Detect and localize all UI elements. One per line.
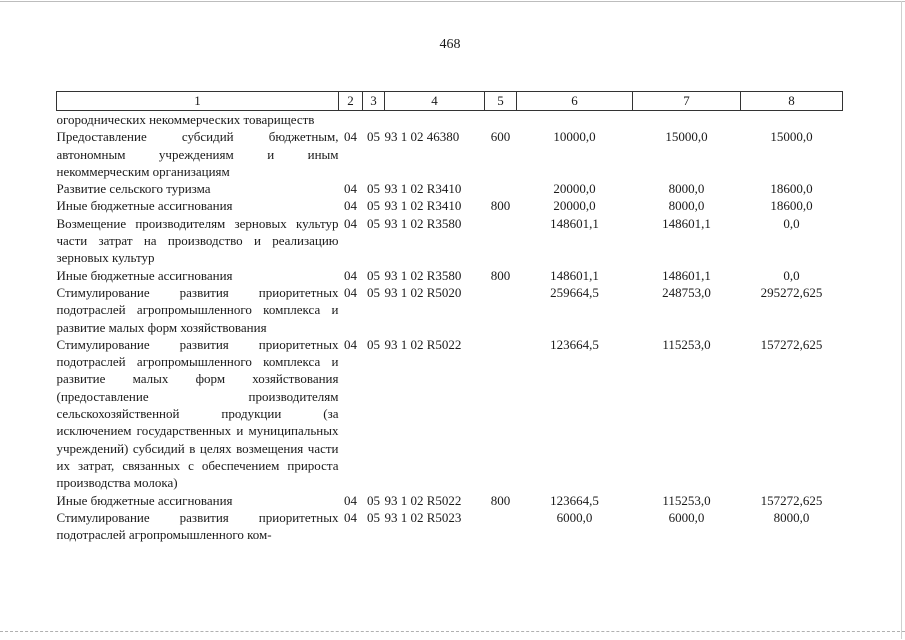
row-value-col6: 259664,5: [550, 284, 599, 300]
row-subsection: 05: [367, 509, 380, 525]
row-expense-type: 800: [490, 198, 511, 214]
row-value-col7: 115253,0: [662, 336, 711, 352]
row-value-col6: 10000,0: [553, 129, 596, 145]
page-edge-right: [901, 1, 902, 639]
row-name: Возмещение производителям зерновых культур части затрат на производство и реализацию зерновых культур: [56, 215, 339, 266]
row-value-col6: [517, 111, 633, 129]
row-subsection: 05: [367, 492, 380, 508]
row-name: Стимулирование развития приоритетных подотраслей агропромышленного ком-: [56, 509, 339, 543]
row-target-article: 93 1 02 R3410: [384, 198, 462, 214]
table-row: [57, 267, 843, 284]
page-edge-top: [0, 1, 905, 2]
row-name: Иные бюджетные ассигнования: [56, 198, 233, 214]
header-col-3: 3: [363, 92, 385, 111]
row-target-article: 93 1 02 R5022: [384, 492, 462, 508]
header-col-5: 5: [485, 92, 517, 111]
table-header: [57, 92, 843, 111]
row-section: 04: [344, 129, 357, 145]
row-value-col8: 15000,0: [770, 129, 813, 145]
row-section: 04: [344, 181, 357, 197]
table-body: [57, 111, 843, 544]
row-expense-type: [485, 284, 517, 336]
row-value-col7: 148601,1: [662, 267, 711, 283]
row-expense-type: 800: [490, 267, 511, 283]
row-subsection: 05: [367, 215, 380, 231]
row-target-article: 93 1 02 R3410: [384, 181, 462, 197]
row-value-col8: 0,0: [783, 267, 800, 283]
row-target-article: 93 1 02 R3580: [384, 215, 462, 231]
row-subsection: 05: [367, 267, 380, 283]
row-value-col6: 123664,5: [550, 336, 599, 352]
header-col-1: 1: [57, 92, 339, 111]
row-subsection: 05: [367, 129, 380, 145]
row-value-col6: 148601,1: [550, 215, 599, 231]
row-target-article: 93 1 02 R5022: [384, 336, 462, 352]
row-expense-type: 800: [490, 492, 511, 508]
row-section: 04: [344, 267, 357, 283]
row-value-col8: 18600,0: [770, 198, 813, 214]
row-target-article: 93 1 02 R3580: [384, 267, 462, 283]
row-subsection: [363, 111, 385, 129]
row-name: Стимулирование развития приоритетных подотраслей агропромышленного комплекса и развитие малых форм хозяйствования: [56, 284, 339, 335]
row-section: 04: [344, 492, 357, 508]
row-value-col8: 157272,625: [760, 492, 823, 508]
row-name: Развитие сельского туризма: [56, 181, 211, 197]
row-value-col8: 0,0: [783, 215, 800, 231]
table-row: [57, 128, 843, 180]
row-value-col8: 157272,625: [760, 336, 823, 352]
row-expense-type: [485, 336, 517, 492]
table-row: [57, 284, 843, 336]
row-section: 04: [344, 198, 357, 214]
row-value-col7: 8000,0: [668, 198, 705, 214]
row-subsection: 05: [367, 336, 380, 352]
header-col-7: 7: [633, 92, 741, 111]
page-number: 468: [439, 37, 461, 52]
row-subsection: 05: [367, 284, 380, 300]
row-target-article: [385, 111, 485, 129]
page-edge-bottom: [0, 631, 905, 632]
row-section: 04: [344, 284, 357, 300]
row-value-col6: 20000,0: [553, 181, 596, 197]
table-row: [57, 180, 843, 197]
row-expense-type: 600: [490, 129, 511, 145]
row-value-col6: 20000,0: [553, 198, 596, 214]
row-section: [339, 111, 363, 129]
row-value-col7: 6000,0: [668, 509, 705, 525]
row-value-col8: 18600,0: [770, 181, 813, 197]
row-name: Стимулирование развития приоритетных подотраслей агропромышленного комплекса и развитие малых форм хозяйствования (предоставление производителям сельскохозяйственной продукции (за исключением государственных и муниципальных учреждений) субсидий в целях возмещения части их затрат, связанных с обеспечением прироста производства молока): [56, 336, 339, 491]
row-value-col7: 8000,0: [668, 181, 705, 197]
header-col-4: 4: [385, 92, 485, 111]
row-value-col7: 148601,1: [662, 215, 711, 231]
header-row: [57, 92, 843, 111]
row-value-col8: [741, 111, 843, 129]
header-col-6: 6: [517, 92, 633, 111]
table-row: [57, 111, 843, 129]
row-expense-type: [485, 111, 517, 129]
table-row: [57, 215, 843, 267]
row-value-col7: 248753,0: [662, 284, 711, 300]
table-row: [57, 509, 843, 544]
row-expense-type: [485, 215, 517, 267]
row-section: 04: [344, 509, 357, 525]
row-value-col7: [633, 111, 741, 129]
row-name: Иные бюджетные ассигнования: [56, 492, 233, 508]
row-value-col7: 115253,0: [662, 492, 711, 508]
row-subsection: 05: [367, 198, 380, 214]
row-expense-type: [485, 509, 517, 544]
row-target-article: 93 1 02 R5020: [384, 284, 462, 300]
table-row: [57, 336, 843, 492]
row-value-col6: 123664,5: [550, 492, 599, 508]
row-value-col6: 148601,1: [550, 267, 599, 283]
row-section: 04: [344, 336, 357, 352]
row-name: огороднических некоммерческих товариществ: [56, 112, 315, 127]
row-section: 04: [344, 215, 357, 231]
row-value-col8: 295272,625: [760, 284, 823, 300]
row-value-col8: 8000,0: [773, 509, 810, 525]
header-col-2: 2: [339, 92, 363, 111]
row-expense-type: [485, 180, 517, 197]
row-value-col7: 15000,0: [665, 129, 708, 145]
table-row: [57, 492, 843, 509]
table-row: [57, 197, 843, 214]
row-subsection: 05: [367, 181, 380, 197]
row-name: Иные бюджетные ассигнования: [56, 267, 233, 283]
row-name: Предоставление субсидий бюджетным, автономным учреждениям и иным некоммерческим организациям: [56, 129, 339, 179]
row-target-article: 93 1 02 46380: [384, 129, 460, 145]
header-col-8: 8: [741, 92, 843, 111]
row-value-col6: 6000,0: [556, 509, 593, 525]
row-target-article: 93 1 02 R5023: [384, 509, 462, 525]
budget-table: [56, 91, 843, 543]
